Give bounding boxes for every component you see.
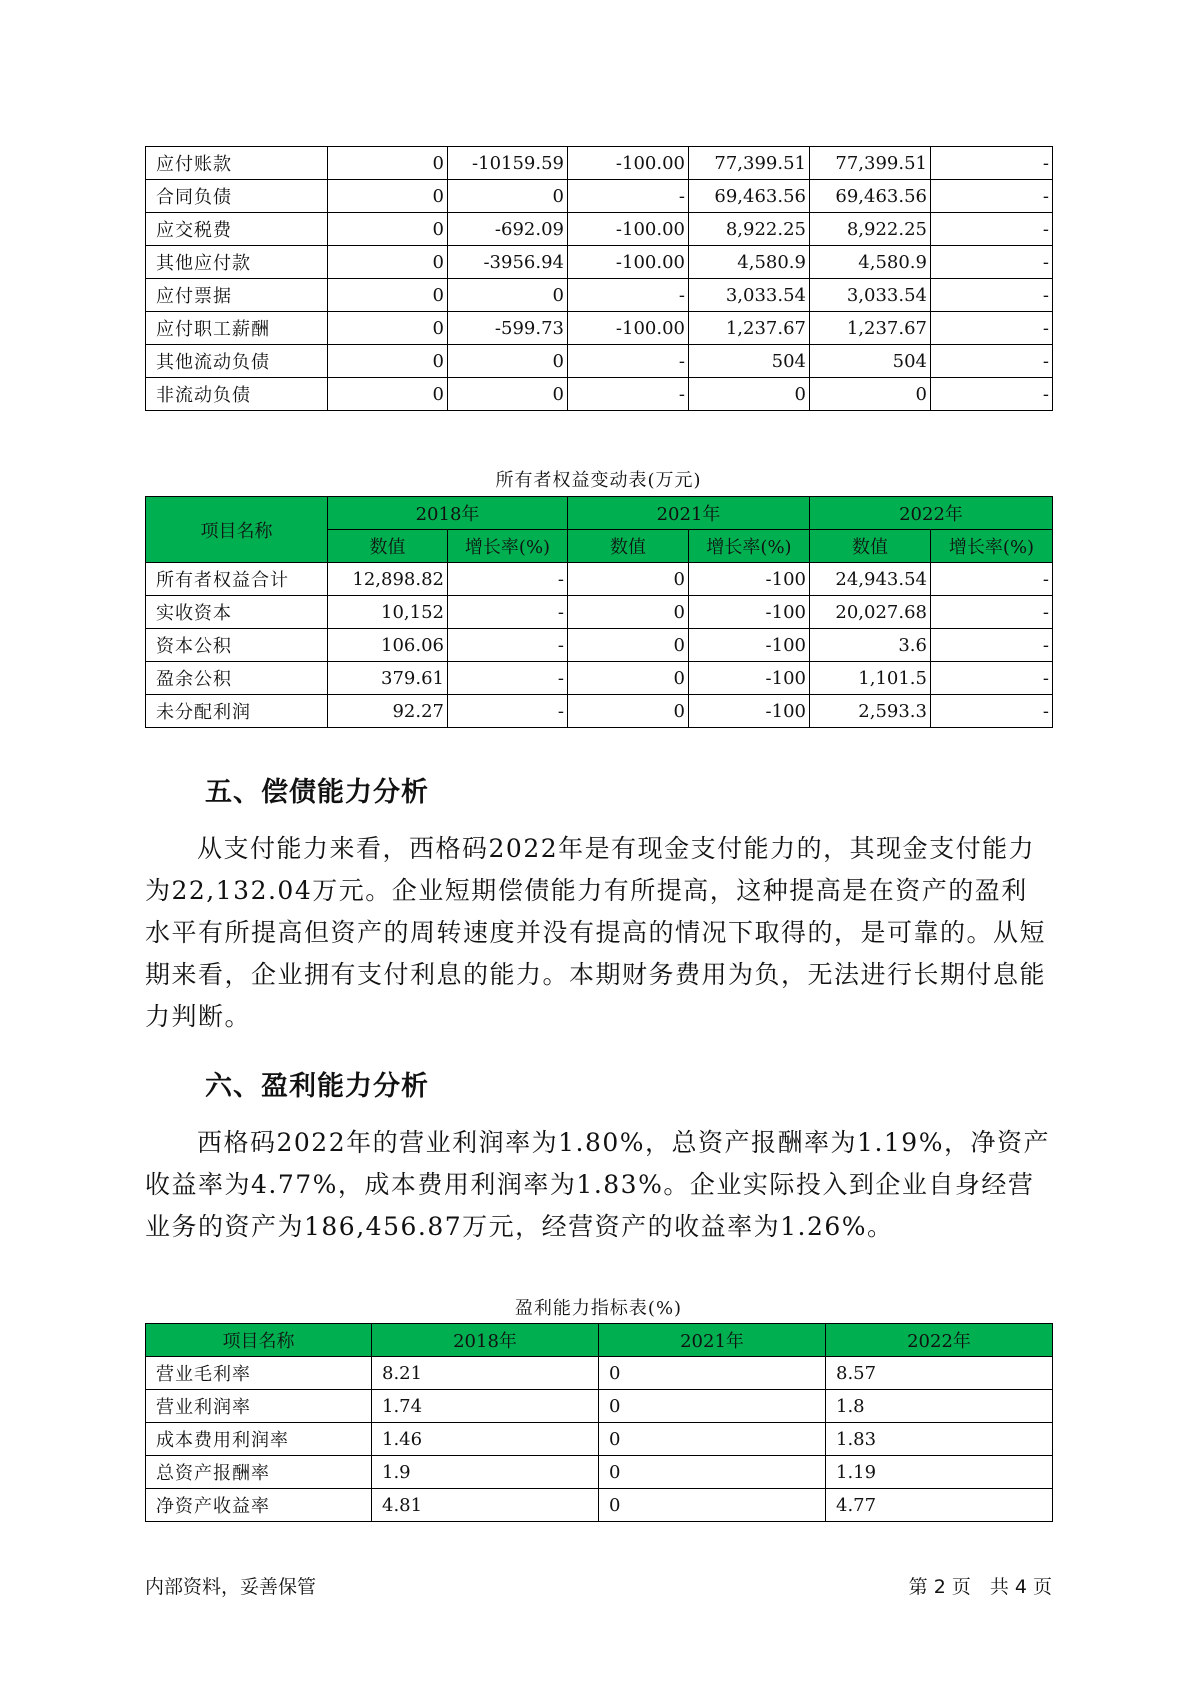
equity-row — [146, 596, 1053, 629]
profit-table — [145, 1323, 1053, 1522]
profit-table-body — [146, 1357, 1053, 1522]
value-cell: - — [931, 180, 1053, 213]
value-cell: - — [931, 213, 1053, 246]
value-cell: - — [931, 629, 1053, 662]
row-label-cell: 实收资本 — [146, 596, 328, 629]
value-cell: -100 — [689, 695, 810, 728]
value-cell: 24,943.54 — [810, 563, 931, 596]
liabilities-row — [146, 279, 1053, 312]
footer-page-number: 第 2 页 共 4 页 — [908, 1576, 1052, 1598]
value-cell: - — [568, 345, 689, 378]
value-cell: - — [931, 345, 1053, 378]
value-cell: 12,898.82 — [328, 563, 448, 596]
row-label-cell: 合同负债 — [146, 180, 328, 213]
equity-table-caption: 所有者权益变动表(万元) — [495, 470, 702, 491]
row-label-cell: 所有者权益合计 — [146, 563, 328, 596]
value-cell: - — [448, 662, 568, 695]
value-cell: 1.46 — [372, 1423, 599, 1456]
value-cell: 92.27 — [328, 695, 448, 728]
value-cell: 69,463.56 — [810, 180, 931, 213]
row-label-cell: 成本费用利润率 — [146, 1423, 372, 1456]
row-label-cell: 未分配利润 — [146, 695, 328, 728]
value-cell: 1.83 — [826, 1423, 1053, 1456]
value-cell: 8.21 — [372, 1357, 599, 1390]
row-label-cell: 净资产收益率 — [146, 1489, 372, 1522]
value-cell: -100 — [689, 662, 810, 695]
liabilities-row — [146, 345, 1053, 378]
value-cell: 0 — [328, 147, 448, 180]
value-cell: - — [931, 378, 1053, 411]
profit-header-cell: 项目名称 — [146, 1324, 372, 1357]
row-label-cell: 营业毛利率 — [146, 1357, 372, 1390]
value-cell: 1,237.67 — [810, 312, 931, 345]
equity-header-row-years — [146, 497, 1053, 530]
equity-row — [146, 695, 1053, 728]
equity-header-value: 数值 — [568, 530, 689, 563]
row-label-cell: 其他应付款 — [146, 246, 328, 279]
value-cell: 1.19 — [826, 1456, 1053, 1489]
liabilities-table — [145, 146, 1053, 411]
value-cell: 379.61 — [328, 662, 448, 695]
value-cell: 4.81 — [372, 1489, 599, 1522]
section-heading-profitability: 六、盈利能力分析 — [205, 1071, 429, 1102]
value-cell: 10,152 — [328, 596, 448, 629]
value-cell: 0 — [599, 1456, 826, 1489]
equity-table — [145, 496, 1053, 728]
section-paragraph-profitability: 西格码2022年的营业利润率为1.80%，总资产报酬率为1.19%，净资产收益率为4.77%，成本费用利润率为1.83%。企业实际投入到企业自身经营业务的资产为186,456.87万元，经营资产的收益率为1.26%。 — [145, 1128, 1050, 1241]
section-paragraph-solvency: 从支付能力来看，西格码2022年是有现金支付能力的，其现金支付能力为22,132.04万元。企业短期偿债能力有所提高，这种提高是在资产的盈利水平有所提高但资产的周转速度并没有提高的情况下取得的，是可靠的。从短期来看，企业拥有支付利息的能力。本期财务费用为负，无法进行长期付息能力判断。 — [145, 834, 1047, 1031]
value-cell: 0 — [689, 378, 810, 411]
value-cell: 0 — [328, 279, 448, 312]
value-cell: 0 — [448, 345, 568, 378]
value-cell: 1.8 — [826, 1390, 1053, 1423]
row-label-cell: 应付账款 — [146, 147, 328, 180]
value-cell: -100.00 — [568, 213, 689, 246]
value-cell: -100 — [689, 629, 810, 662]
value-cell: 0 — [810, 378, 931, 411]
row-label-cell: 总资产报酬率 — [146, 1456, 372, 1489]
value-cell: -599.73 — [448, 312, 568, 345]
equity-header-growth: 增长率(%) — [448, 530, 568, 563]
footer-confidential-note: 内部资料，妥善保管 — [145, 1576, 317, 1598]
value-cell: 0 — [599, 1423, 826, 1456]
value-cell: 0 — [568, 596, 689, 629]
equity-row — [146, 563, 1053, 596]
profit-row — [146, 1456, 1053, 1489]
value-cell: -10159.59 — [448, 147, 568, 180]
profit-header-cell: 2022年 — [826, 1324, 1053, 1357]
liabilities-row — [146, 147, 1053, 180]
liabilities-row — [146, 213, 1053, 246]
equity-header-item-name: 项目名称 — [146, 497, 328, 563]
value-cell: - — [448, 596, 568, 629]
value-cell: - — [568, 180, 689, 213]
row-label-cell: 应付职工薪酬 — [146, 312, 328, 345]
value-cell: 0 — [328, 378, 448, 411]
value-cell: 4.77 — [826, 1489, 1053, 1522]
value-cell: 2,593.3 — [810, 695, 931, 728]
value-cell: - — [931, 246, 1053, 279]
value-cell: 1,101.5 — [810, 662, 931, 695]
value-cell: 0 — [568, 629, 689, 662]
value-cell: 0 — [328, 213, 448, 246]
value-cell: 0 — [599, 1357, 826, 1390]
value-cell: 0 — [568, 662, 689, 695]
equity-header-value: 数值 — [328, 530, 448, 563]
value-cell: 3,033.54 — [810, 279, 931, 312]
value-cell: - — [448, 695, 568, 728]
value-cell: 0 — [568, 563, 689, 596]
value-cell: 0 — [328, 180, 448, 213]
liabilities-row — [146, 312, 1053, 345]
section-heading-solvency: 五、偿债能力分析 — [205, 777, 429, 808]
profit-row — [146, 1390, 1053, 1423]
equity-row — [146, 662, 1053, 695]
value-cell: - — [931, 662, 1053, 695]
value-cell: - — [931, 312, 1053, 345]
value-cell: 1.74 — [372, 1390, 599, 1423]
value-cell: 0 — [448, 378, 568, 411]
value-cell: 0 — [448, 279, 568, 312]
profit-row — [146, 1423, 1053, 1456]
profit-table-caption: 盈利能力指标表(%) — [514, 1298, 683, 1319]
value-cell: - — [448, 563, 568, 596]
liabilities-row — [146, 180, 1053, 213]
value-cell: 106.06 — [328, 629, 448, 662]
equity-header-year: 2018年 — [328, 497, 568, 530]
value-cell: 8,922.25 — [810, 213, 931, 246]
value-cell: 0 — [448, 180, 568, 213]
value-cell: -3956.94 — [448, 246, 568, 279]
equity-header-value: 数值 — [810, 530, 931, 563]
value-cell: 504 — [810, 345, 931, 378]
value-cell: 0 — [328, 345, 448, 378]
equity-header-growth: 增长率(%) — [931, 530, 1053, 563]
profit-header-cell: 2018年 — [372, 1324, 599, 1357]
liabilities-row — [146, 246, 1053, 279]
value-cell: 4,580.9 — [810, 246, 931, 279]
value-cell: 20,027.68 — [810, 596, 931, 629]
value-cell: -100 — [689, 596, 810, 629]
profit-header-row — [146, 1324, 1053, 1357]
value-cell: - — [931, 596, 1053, 629]
value-cell: 8.57 — [826, 1357, 1053, 1390]
value-cell: 0 — [568, 695, 689, 728]
value-cell: 0 — [599, 1489, 826, 1522]
profit-row — [146, 1489, 1053, 1522]
value-cell: - — [931, 279, 1053, 312]
equity-header-year: 2021年 — [568, 497, 810, 530]
value-cell: 1,237.67 — [689, 312, 810, 345]
value-cell: 504 — [689, 345, 810, 378]
equity-row — [146, 629, 1053, 662]
value-cell: 3,033.54 — [689, 279, 810, 312]
row-label-cell: 非流动负债 — [146, 378, 328, 411]
profit-header-cell: 2021年 — [599, 1324, 826, 1357]
value-cell: 4,580.9 — [689, 246, 810, 279]
value-cell: 0 — [328, 312, 448, 345]
value-cell: - — [568, 279, 689, 312]
row-label-cell: 应付票据 — [146, 279, 328, 312]
value-cell: -100.00 — [568, 312, 689, 345]
value-cell: 77,399.51 — [689, 147, 810, 180]
profit-row — [146, 1357, 1053, 1390]
value-cell: 0 — [599, 1390, 826, 1423]
row-label-cell: 其他流动负债 — [146, 345, 328, 378]
value-cell: 8,922.25 — [689, 213, 810, 246]
row-label-cell: 资本公积 — [146, 629, 328, 662]
equity-header-year: 2022年 — [810, 497, 1053, 530]
value-cell: 77,399.51 — [810, 147, 931, 180]
value-cell: 3.6 — [810, 629, 931, 662]
equity-table-body — [146, 563, 1053, 728]
equity-header-growth: 增长率(%) — [689, 530, 810, 563]
row-label-cell: 应交税费 — [146, 213, 328, 246]
value-cell: -100 — [689, 563, 810, 596]
value-cell: - — [448, 629, 568, 662]
row-label-cell: 营业利润率 — [146, 1390, 372, 1423]
liabilities-row — [146, 378, 1053, 411]
value-cell: -100.00 — [568, 147, 689, 180]
value-cell: -692.09 — [448, 213, 568, 246]
value-cell: 69,463.56 — [689, 180, 810, 213]
row-label-cell: 盈余公积 — [146, 662, 328, 695]
value-cell: - — [931, 563, 1053, 596]
value-cell: - — [568, 378, 689, 411]
value-cell: -100.00 — [568, 246, 689, 279]
value-cell: - — [931, 147, 1053, 180]
liabilities-table-body — [146, 147, 1053, 411]
value-cell: 0 — [328, 246, 448, 279]
value-cell: 1.9 — [372, 1456, 599, 1489]
value-cell: - — [931, 695, 1053, 728]
